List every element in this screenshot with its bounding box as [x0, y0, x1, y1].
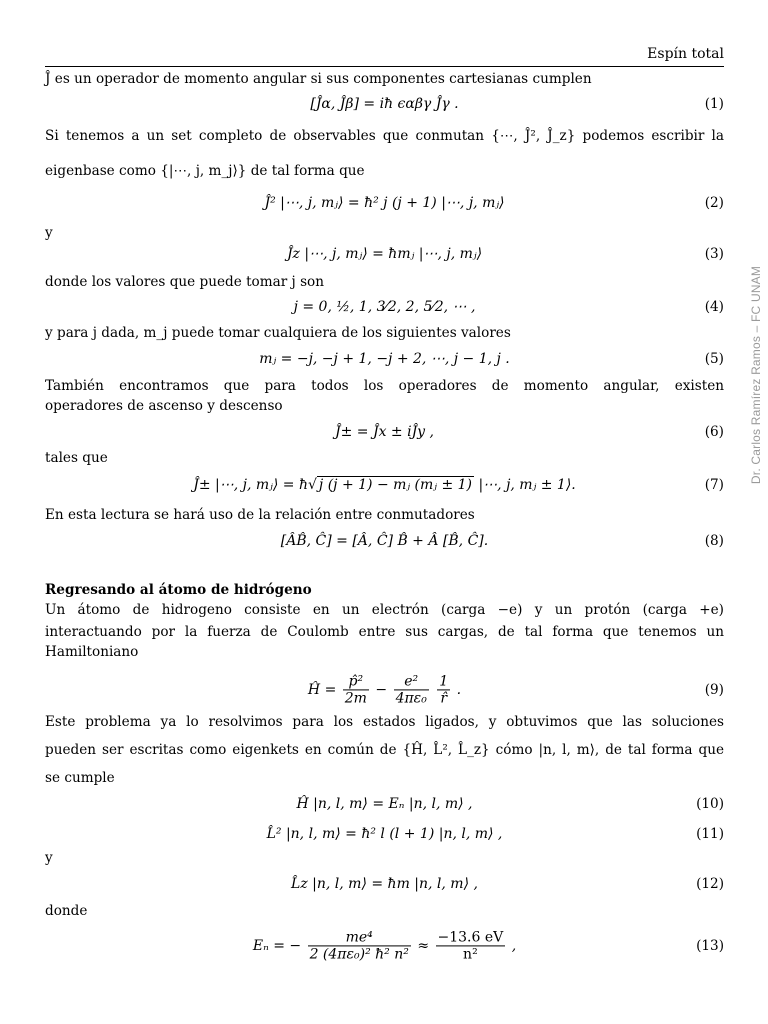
equation-4-number: (4)	[704, 299, 724, 315]
paragraph-angular-momentum-def: Ĵ es un operador de momento angular si sus componentes cartesianas cumplen	[45, 71, 592, 87]
equation-5-expr: mⱼ = −j, −j + 1, −j + 2, ⋯, j − 1, j .	[259, 351, 510, 367]
paragraph-eigenkets-line2: pueden ser escritas como eigenkets en común de {Ĥ, L̂², L̂_z} cómo |n, l, m⟩, de tal forma que	[45, 742, 724, 758]
equation-4	[45, 293, 724, 321]
equation-1-number: (1)	[704, 96, 724, 112]
equation-13-lhs: Eₙ = −	[252, 938, 302, 954]
section-heading: Regresando al átomo de hidrógeno	[45, 582, 312, 598]
equation-2	[45, 189, 724, 217]
equation-7	[45, 471, 724, 499]
equation-11	[45, 820, 724, 848]
equation-7-expr: Ĵ± |⋯, j, mⱼ⟩ = ħ√ j (j + 1) − mⱼ (mⱼ ± 1) |⋯, j, mⱼ ± 1⟩.	[193, 477, 576, 493]
paragraph-ladder-line1: También encontramos que para todos los operadores de momento angular, existen	[45, 378, 724, 394]
paragraph-hydrogen-line3: Hamiltoniano	[45, 644, 139, 660]
equation-9-coulomb-fraction: $\frac{\text{e²}}{\text{4πε₀}}$	[395, 673, 427, 707]
paragraph-j-values: donde los valores que puede tomar j son	[45, 274, 324, 290]
paragraph-ladder-line2: operadores de ascenso y descenso	[45, 398, 283, 414]
equation-5-number: (5)	[704, 351, 724, 367]
equation-2-expr: Ĵ² |⋯, j, mⱼ⟩ = ħ² j (j + 1) |⋯, j, mⱼ⟩	[264, 195, 505, 211]
paragraph-hydrogen-line1: Un átomo de hidrogeno consiste en un electrón (carga −e) y un protón (carga +e)	[45, 602, 724, 618]
paragraph-eigenkets-line1: Este problema ya lo resolvimos para los estados ligados, y obtuvimos que las soluciones	[45, 714, 724, 730]
equation-12	[45, 870, 724, 898]
equation-1	[45, 90, 724, 118]
running-header: Espín total	[647, 46, 724, 62]
paragraph-hydrogen-line2: interactuando por la fuerza de Coulomb entre sus cargas, de tal forma que tenemos un	[45, 624, 724, 640]
equation-9-minus: −	[375, 682, 388, 698]
equation-10	[45, 790, 724, 818]
equation-13	[45, 921, 724, 971]
paragraph-and-2: y	[45, 850, 53, 866]
paragraph-complete-set-line2: eigenbase como {|⋯, j, m_j⟩} de tal forma que	[45, 163, 365, 179]
equation-9-lhs: Ĥ =	[307, 682, 337, 698]
equation-7-radicand: j (j + 1) − mⱼ (mⱼ ± 1)	[318, 477, 472, 493]
equation-8	[45, 527, 724, 555]
equation-9	[45, 668, 724, 712]
equation-3-expr: Ĵz |⋯, j, mⱼ⟩ = ħmⱼ |⋯, j, mⱼ⟩	[286, 246, 483, 262]
equation-9-tail: .	[456, 682, 462, 698]
equation-9-expr	[45, 673, 724, 706]
equation-12-number: (12)	[696, 876, 724, 892]
equation-7-number: (7)	[704, 477, 724, 493]
equation-4-expr: j = 0, ½, 1, 3⁄2, 2, 5⁄2, ⋯ ,	[293, 299, 476, 315]
equation-11-expr: L̂² |n, l, m⟩ = ħ² l (l + 1) |n, l, m⟩ ,	[266, 826, 503, 842]
paragraph-such-that: tales que	[45, 450, 108, 466]
equation-11-number: (11)	[696, 826, 724, 842]
equation-13-numeric-fraction: $\frac{-13.6 eV}{\text{n²}}$	[437, 929, 504, 963]
equation-8-expr: [ÂB̂, Ĉ] = [Â, Ĉ] B̂ + Â [B̂, Ĉ].	[280, 533, 489, 549]
equation-13-expr	[45, 929, 724, 962]
equation-6	[45, 418, 724, 446]
header-rule	[45, 66, 724, 67]
author-credit: Dr. Carlos Ramírez Ramos – FC UNAM	[749, 265, 763, 485]
paragraph-eigenkets-line3: se cumple	[45, 770, 115, 786]
equation-3	[45, 240, 724, 268]
equation-1-expr: [Ĵα, Ĵβ] = iħ ϵαβγ Ĵγ .	[310, 96, 459, 112]
equation-5	[45, 345, 724, 373]
equation-2-number: (2)	[704, 195, 724, 211]
equation-3-number: (3)	[704, 246, 724, 262]
equation-13-energy-fraction: $\frac{\text{me⁴}}{\text{2 (4πε₀)² ħ² n²}}$	[309, 929, 409, 963]
paragraph-and-1: y	[45, 225, 53, 241]
equation-10-expr: Ĥ |n, l, m⟩ = Eₙ |n, l, m⟩ ,	[296, 796, 473, 812]
paragraph-mj-values: y para j dada, m_j puede tomar cualquiera de los siguientes valores	[45, 325, 511, 341]
equation-6-expr: Ĵ± = Ĵx ± iĴy ,	[334, 424, 434, 440]
equation-7-rhs: |⋯, j, mⱼ ± 1⟩.	[478, 477, 576, 493]
equation-13-approx: ≈	[417, 938, 430, 954]
equation-6-number: (6)	[704, 424, 724, 440]
equation-9-inverse-r-fraction: $\frac{1}{r̂}$	[439, 673, 449, 707]
equation-9-kinetic-fraction: $\frac{\text{p̂²}}{2m}$	[344, 673, 367, 707]
equation-9-number: (9)	[704, 682, 724, 698]
equation-7-lhs: Ĵ± |⋯, j, mⱼ⟩ = ħ	[193, 477, 308, 493]
paragraph-where: donde	[45, 903, 88, 919]
equation-13-number: (13)	[696, 938, 724, 954]
equation-10-number: (10)	[696, 796, 724, 812]
equation-8-number: (8)	[704, 533, 724, 549]
equation-13-tail: ,	[511, 938, 517, 954]
paragraph-commutator-relation: En esta lectura se hará uso de la relación entre conmutadores	[45, 507, 475, 523]
equation-12-expr: L̂z |n, l, m⟩ = ħm |n, l, m⟩ ,	[291, 876, 478, 892]
paragraph-complete-set-line1: Si tenemos a un set completo de observables que conmutan {⋯, Ĵ², Ĵ_z} podemos escribir la	[45, 128, 724, 144]
